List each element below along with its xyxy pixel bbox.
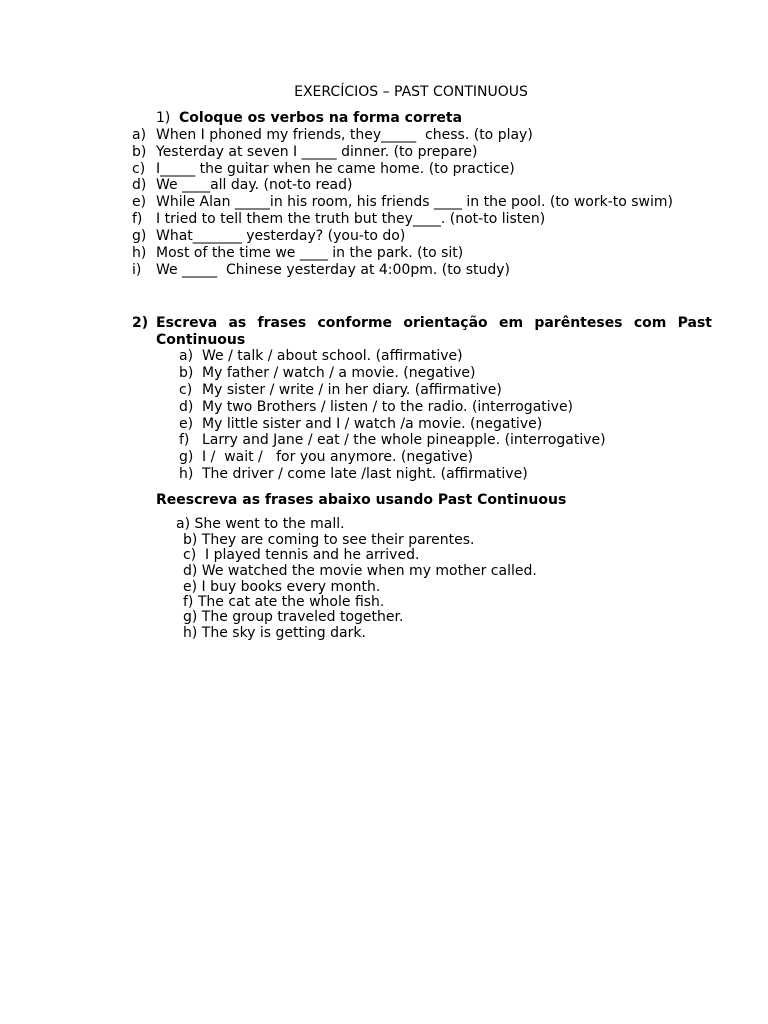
- section2-item-text: My two Brothers / listen / to the radio. (interrogative): [202, 399, 574, 415]
- section3-item: b) They are coming to see their parentes.: [183, 532, 475, 548]
- section2-item-text: My father / watch / a movie. (negative): [202, 365, 476, 381]
- section2-item-marker: g): [179, 449, 194, 465]
- section3-item: h) The sky is getting dark.: [183, 625, 366, 641]
- section3-item: g) The group traveled together.: [183, 609, 404, 625]
- section1-item-text: Yesterday at seven I _____ dinner. (to prepare): [156, 144, 478, 160]
- section2-item-marker: c): [179, 382, 193, 398]
- section2-number: 2): [132, 315, 149, 331]
- section2-item-text: My little sister and I / watch /a movie. (negative): [202, 416, 543, 432]
- section3-item: c) I played tennis and he arrived.: [183, 547, 420, 563]
- section1-item-text: When I phoned my friends, they_____ chess. (to play): [156, 127, 533, 143]
- section1-item-text: I tried to tell them the truth but they____. (not-to listen): [156, 211, 546, 227]
- section2-item-text: The driver / come late /last night. (affirmative): [202, 466, 528, 482]
- section2-heading: Escreva as frases conforme orientação em parênteses com Past: [156, 315, 712, 331]
- section1-item-marker: i): [132, 262, 142, 278]
- section1-item-marker: e): [132, 194, 147, 210]
- section2-item-text: I / wait / for you anymore. (negative): [202, 449, 474, 465]
- section1-item-text: While Alan _____in his room, his friends ____ in the pool. (to work-to swim): [156, 194, 673, 210]
- section1-item-text: We ____all day. (not-to read): [156, 177, 353, 193]
- document-title: EXERCÍCIOS – PAST CONTINUOUS: [294, 84, 528, 100]
- section3-item: e) I buy books every month.: [183, 579, 381, 595]
- section1-item-marker: d): [132, 177, 147, 193]
- section3-item: d) We watched the movie when my mother called.: [183, 563, 537, 579]
- section3-heading: Reescreva as frases abaixo usando Past Continuous: [156, 492, 567, 508]
- section3-item: f) The cat ate the whole fish.: [183, 594, 385, 610]
- section1-item-marker: c): [132, 161, 146, 177]
- section1-item-text: What_______ yesterday? (you-to do): [156, 228, 406, 244]
- section1-item-marker: a): [132, 127, 147, 143]
- section3-item: a) She went to the mall.: [176, 516, 345, 532]
- section2-heading-continued: Continuous: [156, 332, 246, 348]
- section1-number: 1): [156, 110, 171, 126]
- section2-item-marker: f): [179, 432, 190, 448]
- section2-item-marker: h): [179, 466, 194, 482]
- section1-item-text: Most of the time we ____ in the park. (to sit): [156, 245, 464, 261]
- section1-item-text: We _____ Chinese yesterday at 4:00pm. (to study): [156, 262, 511, 278]
- section2-item-marker: a): [179, 348, 194, 364]
- section1-item-marker: b): [132, 144, 147, 160]
- section1-item-marker: f): [132, 211, 143, 227]
- section1-heading: Coloque os verbos na forma correta: [179, 110, 463, 126]
- section2-item-text: Larry and Jane / eat / the whole pineapple. (interrogative): [202, 432, 606, 448]
- section2-item-marker: b): [179, 365, 194, 381]
- section2-item-marker: e): [179, 416, 194, 432]
- section1-item-marker: g): [132, 228, 147, 244]
- section2-item-text: My sister / write / in her diary. (affirmative): [202, 382, 502, 398]
- section2-item-text: We / talk / about school. (affirmative): [202, 348, 463, 364]
- section1-item-text: I_____ the guitar when he came home. (to practice): [156, 161, 515, 177]
- section2-item-marker: d): [179, 399, 194, 415]
- section1-item-marker: h): [132, 245, 147, 261]
